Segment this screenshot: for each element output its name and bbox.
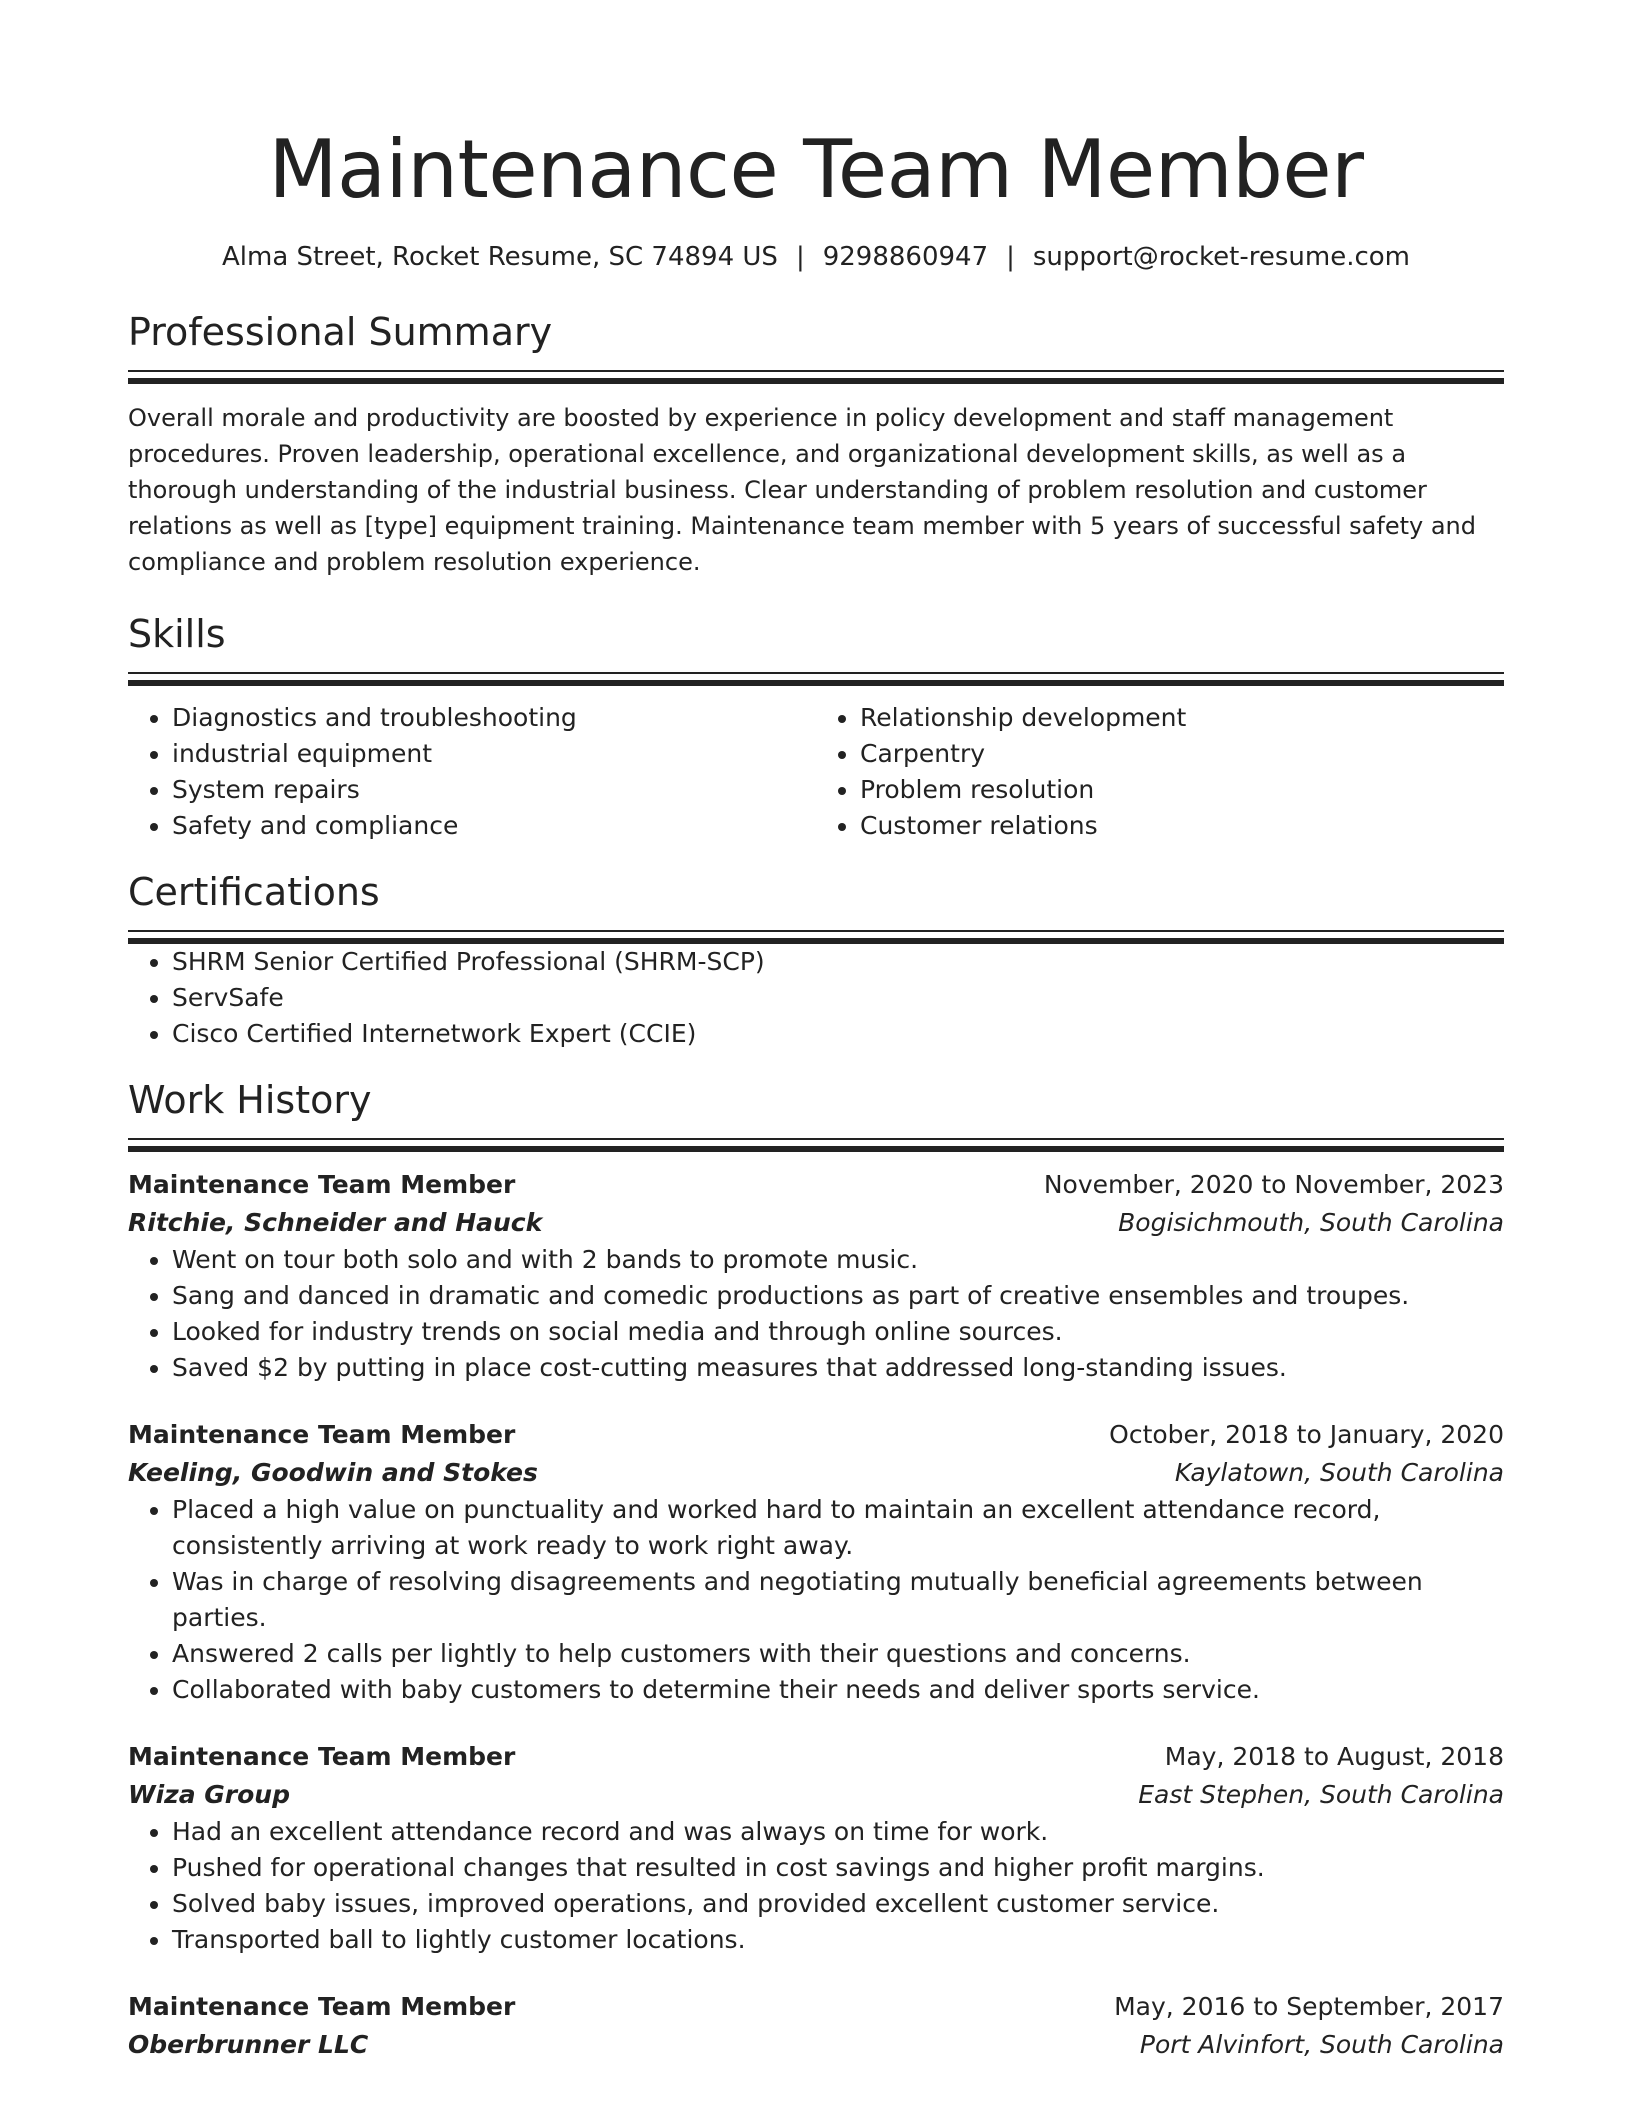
job-dates: October, 2018 to January, 2020	[1109, 1420, 1504, 1449]
job-company-row	[128, 1454, 1504, 1492]
job-bullet: • Transported ball to lightly customer locations.	[172, 1922, 1504, 1958]
job-dates: May, 2018 to August, 2018	[1164, 1742, 1504, 1771]
section-divider	[128, 370, 1504, 384]
job-company: Oberbrunner LLC	[128, 2030, 369, 2059]
job-header-row	[128, 1166, 1504, 1204]
job-bullets	[128, 1492, 1504, 1708]
summary-section	[128, 306, 1504, 580]
summary-text: Overall morale and productivity are boosted by experience in policy development and staff management procedures. Proven leadership, operational excellence, and organizational development skills, as well as a thorough understanding of the industrial business. Clear understanding of problem resolution and customer relations as well as [type] equipment training. Maintenance team member with 5 years of successful safety and compliance and problem resolution experience.	[128, 404, 1476, 576]
job-entry	[128, 1416, 1504, 1708]
job-title: Maintenance Team Member	[128, 1170, 516, 1199]
work-history-heading: Work History	[128, 1078, 372, 1122]
job-entry	[128, 1738, 1504, 1958]
job-location: Bogisichmouth, South Carolina	[1118, 1208, 1504, 1237]
job-location: East Stephen, South Carolina	[1138, 1780, 1504, 1809]
resume-name: Maintenance Team Member	[268, 123, 1364, 216]
section-divider	[128, 1138, 1504, 1152]
job-bullet: • Collaborated with baby customers to determine their needs and deliver sports service.	[172, 1672, 1504, 1708]
skill-item: • Problem resolution	[860, 772, 1504, 808]
job-title: Maintenance Team Member	[128, 1992, 516, 2021]
certification-item: • ServSafe	[172, 980, 1504, 1016]
certification-item: • SHRM Senior Certified Professional (SHRM-SCP)	[172, 944, 1504, 980]
skills-column-right	[816, 700, 1504, 844]
job-header-row	[128, 1988, 1504, 2026]
job-bullet: • Answered 2 calls per lightly to help customers with their questions and concerns.	[172, 1636, 1504, 1672]
job-bullets	[128, 1242, 1504, 1386]
skills-list-left	[128, 700, 816, 844]
job-location: Port Alvinfort, South Carolina	[1139, 2030, 1504, 2059]
section-divider	[128, 672, 1504, 686]
job-title: Maintenance Team Member	[128, 1742, 516, 1771]
contact-phone: 9298860947	[822, 242, 989, 272]
job-title: Maintenance Team Member	[128, 1420, 516, 1449]
job-bullet: • Placed a high value on punctuality and worked hard to maintain an excellent attendance record, consistently arriving at work ready to work right away.	[172, 1492, 1504, 1564]
job-bullet: • Pushed for operational changes that resulted in cost savings and higher profit margins.	[172, 1850, 1504, 1886]
contact-line	[128, 240, 1504, 274]
job-bullet: • Looked for industry trends on social media and through online sources.	[172, 1314, 1504, 1350]
job-company-row	[128, 2026, 1504, 2064]
job-bullets	[128, 1814, 1504, 1958]
job-company-row	[128, 1776, 1504, 1814]
contact-separator: |	[795, 242, 805, 272]
job-dates: May, 2016 to September, 2017	[1114, 1992, 1504, 2021]
job-bullet: • Had an excellent attendance record and was always on time for work.	[172, 1814, 1504, 1850]
job-dates: November, 2020 to November, 2023	[1043, 1170, 1504, 1199]
summary-heading: Professional Summary	[128, 310, 553, 354]
work-history-section	[128, 1074, 1504, 2064]
job-company: Ritchie, Schneider and Hauck	[128, 1208, 543, 1237]
certifications-section	[128, 866, 1504, 1052]
certification-item: • Cisco Certified Internetwork Expert (CCIE)	[172, 1016, 1504, 1052]
skill-item: • Diagnostics and troubleshooting	[172, 700, 816, 736]
job-entry	[128, 1988, 1504, 2064]
skills-list-right	[816, 700, 1504, 844]
job-bullet: • Went on tour both solo and with 2 bands to promote music.	[172, 1242, 1504, 1278]
skill-item: • Safety and compliance	[172, 808, 816, 844]
skills-column-left	[128, 700, 816, 844]
contact-email: support@rocket-resume.com	[1032, 242, 1410, 272]
job-company: Keeling, Goodwin and Stokes	[128, 1458, 538, 1487]
skill-item: • industrial equipment	[172, 736, 816, 772]
job-location: Kaylatown, South Carolina	[1174, 1458, 1504, 1487]
job-bullet: • Solved baby issues, improved operations, and provided excellent customer service.	[172, 1886, 1504, 1922]
skills-heading: Skills	[128, 612, 226, 656]
job-bullet: • Was in charge of resolving disagreements and negotiating mutually beneficial agreements between parties.	[172, 1564, 1504, 1636]
contact-address: Alma Street, Rocket Resume, SC 74894 US	[221, 242, 778, 272]
job-header-row	[128, 1416, 1504, 1454]
job-entry	[128, 1166, 1504, 1386]
certifications-list	[128, 944, 1504, 1052]
skill-item: • System repairs	[172, 772, 816, 808]
contact-separator: |	[1006, 242, 1015, 272]
job-bullet: • Saved $2 by putting in place cost-cutting measures that addressed long-standing issues.	[172, 1350, 1504, 1386]
section-divider	[128, 930, 1504, 944]
certifications-heading: Certifications	[128, 870, 380, 914]
skills-grid	[128, 700, 1504, 844]
job-bullet: • Sang and danced in dramatic and comedic productions as part of creative ensembles and troupes.	[172, 1278, 1504, 1314]
skill-item: • Relationship development	[860, 700, 1504, 736]
job-company: Wiza Group	[128, 1780, 290, 1809]
job-header-row	[128, 1738, 1504, 1776]
skills-section	[128, 608, 1504, 844]
job-company-row	[128, 1204, 1504, 1242]
skill-item: • Customer relations	[860, 808, 1504, 844]
skill-item: • Carpentry	[860, 736, 1504, 772]
